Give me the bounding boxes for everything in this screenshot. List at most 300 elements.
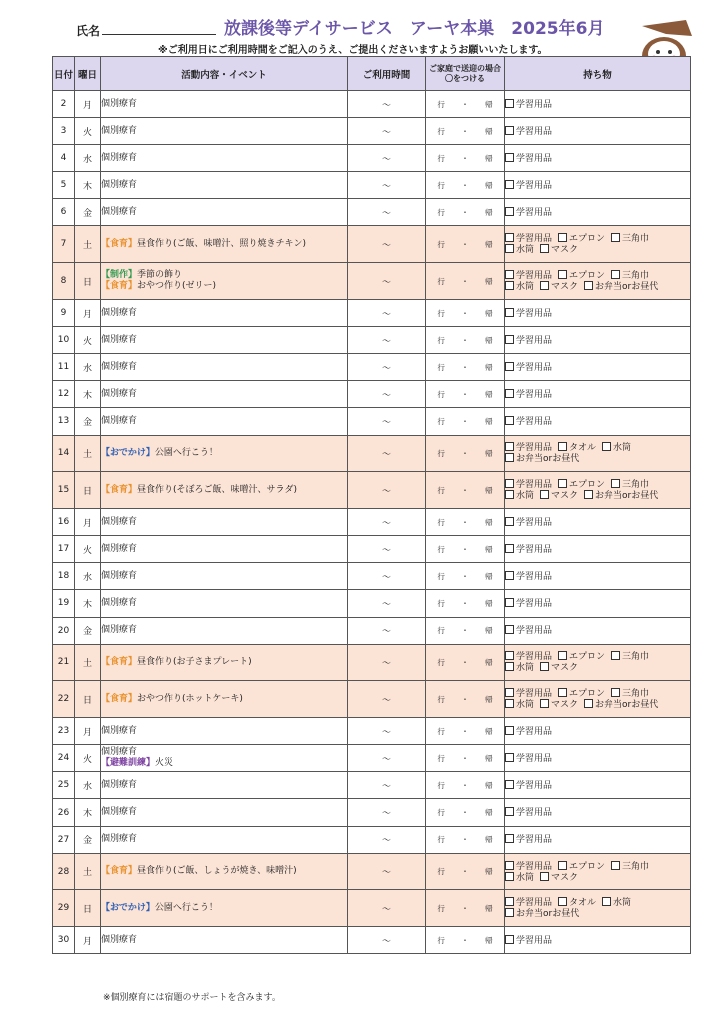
weekday-cell: 土 — [75, 853, 101, 890]
usage-time-cell[interactable]: ～ — [348, 509, 426, 536]
item-entry[interactable] — [558, 480, 605, 490]
checkbox-icon[interactable] — [558, 688, 567, 697]
item-label: 学習用品 — [516, 544, 553, 555]
item-entry[interactable] — [505, 309, 552, 319]
weekday-cell: 火 — [75, 745, 101, 772]
checkbox-icon[interactable] — [558, 861, 567, 870]
item-entry[interactable] — [505, 689, 552, 699]
item-entry[interactable] — [505, 862, 552, 872]
activity-line — [101, 270, 347, 281]
checkbox-icon[interactable] — [505, 872, 514, 881]
checkbox-icon[interactable] — [505, 897, 514, 906]
items-line — [505, 126, 690, 137]
item-entry[interactable] — [505, 154, 552, 164]
item-entry[interactable] — [558, 271, 605, 281]
item-entry[interactable] — [584, 491, 658, 501]
activity-cell — [101, 681, 348, 718]
activity-text: 昼食作り(お子さまプレート) — [137, 656, 252, 667]
table-row — [53, 226, 691, 263]
checkbox-icon[interactable] — [505, 662, 514, 671]
checkbox-icon[interactable] — [584, 490, 593, 499]
item-entry[interactable] — [505, 363, 552, 373]
item-entry[interactable] — [505, 626, 552, 636]
activity-line — [101, 153, 347, 164]
checkbox-icon[interactable] — [584, 281, 593, 290]
items-cell — [505, 826, 691, 853]
checkbox-icon[interactable] — [611, 688, 620, 697]
transport-cell[interactable]: 行 ・ 帰 — [426, 145, 505, 172]
items-cell — [505, 890, 691, 927]
checkbox-icon[interactable] — [558, 233, 567, 242]
item-entry[interactable] — [558, 898, 596, 908]
transport-cell[interactable]: 行 ・ 帰 — [426, 199, 505, 226]
item-entry[interactable] — [505, 208, 552, 218]
transport-cell[interactable]: 行 ・ 帰 — [426, 890, 505, 927]
items-line — [505, 244, 690, 255]
usage-time-cell[interactable]: ～ — [348, 799, 426, 826]
item-label: お弁当orお昼代 — [595, 282, 659, 293]
item-entry[interactable] — [505, 545, 552, 555]
weekday-cell: 月 — [75, 509, 101, 536]
checkbox-icon[interactable] — [505, 362, 514, 371]
transport-cell[interactable]: 行 ・ 帰 — [426, 354, 505, 381]
checkbox-icon[interactable] — [505, 180, 514, 189]
weekday-cell: 火 — [75, 118, 101, 145]
activity-line — [101, 807, 347, 818]
usage-time-cell[interactable]: ～ — [348, 472, 426, 509]
weekday-cell: 日 — [75, 263, 101, 300]
items-cell — [505, 718, 691, 745]
activity-line — [101, 308, 347, 319]
checkbox-icon[interactable] — [505, 807, 514, 816]
items-cell — [505, 435, 691, 472]
item-entry[interactable] — [505, 271, 552, 281]
items-cell — [505, 172, 691, 199]
item-label: 三角巾 — [622, 689, 650, 700]
activity-line — [101, 207, 347, 218]
item-label: 学習用品 — [516, 480, 553, 491]
table-row — [53, 354, 691, 381]
activity-line — [101, 239, 347, 250]
checkbox-icon[interactable] — [505, 688, 514, 697]
checkbox-icon[interactable] — [505, 244, 514, 253]
item-entry[interactable] — [505, 480, 552, 490]
item-label: 水筒 — [613, 898, 632, 909]
item-entry[interactable] — [505, 808, 552, 818]
items-line — [505, 281, 690, 292]
transport-cell[interactable]: 行 ・ 帰 — [426, 536, 505, 563]
usage-time-cell[interactable]: ～ — [348, 590, 426, 617]
item-entry[interactable] — [505, 245, 534, 255]
item-label: マスク — [551, 872, 579, 883]
item-entry[interactable] — [602, 898, 631, 908]
items-cell — [505, 590, 691, 617]
checkbox-icon[interactable] — [558, 651, 567, 660]
table-row — [53, 408, 691, 435]
checkbox-icon[interactable] — [505, 153, 514, 162]
table-row — [53, 199, 691, 226]
activity-line — [101, 517, 347, 528]
footnote: ※個別療育には宿題のサポートを含みます。 — [103, 993, 281, 1003]
item-entry[interactable] — [558, 234, 605, 244]
name-input-line[interactable] — [102, 34, 216, 35]
activity-cell — [101, 772, 348, 799]
table-row — [53, 145, 691, 172]
items-line — [505, 688, 690, 699]
day-cell: 15 — [53, 472, 75, 509]
table-row — [53, 853, 691, 890]
usage-time-cell[interactable]: ～ — [348, 172, 426, 199]
transport-cell[interactable]: 行 ・ 帰 — [426, 381, 505, 408]
item-entry[interactable] — [558, 652, 605, 662]
day-cell: 6 — [53, 199, 75, 226]
day-cell: 24 — [53, 745, 75, 772]
item-label: 水筒 — [613, 443, 632, 454]
checkbox-icon[interactable] — [505, 389, 514, 398]
activity-line — [101, 485, 347, 496]
items-cell — [505, 408, 691, 435]
usage-time-cell[interactable]: ～ — [348, 617, 426, 644]
item-entry[interactable] — [505, 873, 534, 883]
item-entry[interactable] — [611, 234, 649, 244]
usage-time-cell[interactable]: ～ — [348, 300, 426, 327]
activity-text: 個別療育 — [101, 570, 138, 581]
items-line — [505, 598, 690, 609]
checkbox-icon[interactable] — [505, 517, 514, 526]
checkbox-icon[interactable] — [505, 935, 514, 944]
transport-cell[interactable]: 行 ・ 帰 — [426, 927, 505, 954]
item-entry[interactable] — [540, 700, 578, 710]
checkbox-icon[interactable] — [611, 233, 620, 242]
items-line — [505, 753, 690, 764]
items-line — [505, 362, 690, 373]
item-entry[interactable] — [505, 443, 552, 453]
activity-cell — [101, 381, 348, 408]
usage-time-cell[interactable]: ～ — [348, 644, 426, 681]
item-entry[interactable] — [540, 663, 578, 673]
transport-cell[interactable]: 行 ・ 帰 — [426, 644, 505, 681]
usage-time-cell[interactable]: ～ — [348, 927, 426, 954]
weekday-cell: 日 — [75, 472, 101, 509]
checkbox-icon[interactable] — [505, 834, 514, 843]
checkbox-icon[interactable] — [505, 335, 514, 344]
usage-time-cell[interactable]: ～ — [348, 745, 426, 772]
weekday-cell: 木 — [75, 172, 101, 199]
item-entry[interactable] — [602, 443, 631, 453]
transport-cell[interactable]: 行 ・ 帰 — [426, 118, 505, 145]
usage-time-cell[interactable]: ～ — [348, 718, 426, 745]
checkbox-icon[interactable] — [540, 872, 549, 881]
item-entry[interactable] — [505, 835, 552, 845]
activity-text: 個別療育 — [101, 725, 138, 736]
transport-cell[interactable]: 行 ・ 帰 — [426, 853, 505, 890]
item-label: 学習用品 — [516, 808, 553, 819]
checkbox-icon[interactable] — [505, 861, 514, 870]
checkbox-icon[interactable] — [505, 780, 514, 789]
weekday-cell: 火 — [75, 536, 101, 563]
activity-line — [101, 625, 347, 636]
activity-cell — [101, 826, 348, 853]
transport-cell[interactable]: 行 ・ 帰 — [426, 799, 505, 826]
items-line — [505, 389, 690, 400]
checkbox-icon[interactable] — [505, 270, 514, 279]
item-label: エプロン — [569, 689, 606, 700]
item-entry[interactable] — [540, 282, 578, 292]
transport-cell[interactable]: 行 ・ 帰 — [426, 681, 505, 718]
weekday-cell: 木 — [75, 590, 101, 617]
item-entry[interactable] — [558, 443, 596, 453]
activity-line — [101, 416, 347, 427]
checkbox-icon[interactable] — [611, 861, 620, 870]
item-entry[interactable] — [611, 862, 649, 872]
checkbox-icon[interactable] — [505, 126, 514, 135]
items-line — [505, 479, 690, 490]
transport-cell[interactable]: 行 ・ 帰 — [426, 172, 505, 199]
item-entry[interactable] — [505, 936, 552, 946]
weekday-cell: 月 — [75, 300, 101, 327]
usage-time-cell[interactable]: ～ — [348, 890, 426, 927]
weekday-cell: 月 — [75, 91, 101, 118]
transport-cell[interactable]: 行 ・ 帰 — [426, 590, 505, 617]
usage-time-cell[interactable]: ～ — [348, 435, 426, 472]
weekday-cell: 土 — [75, 226, 101, 263]
checkbox-icon[interactable] — [540, 490, 549, 499]
item-entry[interactable] — [505, 282, 534, 292]
item-label: 学習用品 — [516, 234, 553, 245]
day-cell: 13 — [53, 408, 75, 435]
item-entry[interactable] — [584, 282, 658, 292]
checkbox-icon[interactable] — [540, 662, 549, 671]
item-entry[interactable] — [505, 491, 534, 501]
checkbox-icon[interactable] — [505, 571, 514, 580]
weekday-cell: 水 — [75, 772, 101, 799]
item-label: 学習用品 — [516, 753, 553, 764]
usage-time-cell[interactable]: ～ — [348, 681, 426, 718]
transport-cell[interactable]: 行 ・ 帰 — [426, 91, 505, 118]
checkbox-icon[interactable] — [505, 753, 514, 762]
transport-cell[interactable]: 行 ・ 帰 — [426, 408, 505, 435]
usage-time-cell[interactable]: ～ — [348, 91, 426, 118]
weekday-cell: 木 — [75, 799, 101, 826]
item-entry[interactable] — [611, 689, 649, 699]
transport-cell[interactable]: 行 ・ 帰 — [426, 435, 505, 472]
day-cell: 14 — [53, 435, 75, 472]
checkbox-icon[interactable] — [540, 244, 549, 253]
activity-line — [101, 126, 347, 137]
items-cell — [505, 644, 691, 681]
checkbox-icon[interactable] — [602, 442, 611, 451]
usage-time-cell[interactable]: ～ — [348, 536, 426, 563]
usage-time-cell[interactable]: ～ — [348, 772, 426, 799]
item-entry[interactable] — [505, 100, 552, 110]
item-entry[interactable] — [540, 491, 578, 501]
item-entry[interactable] — [505, 572, 552, 582]
checkbox-icon[interactable] — [611, 270, 620, 279]
checkbox-icon[interactable] — [505, 726, 514, 735]
items-cell — [505, 145, 691, 172]
usage-time-cell[interactable]: ～ — [348, 826, 426, 853]
checkbox-icon[interactable] — [505, 908, 514, 917]
activity-cell — [101, 327, 348, 354]
checkbox-icon[interactable] — [505, 544, 514, 553]
transport-cell[interactable]: 行 ・ 帰 — [426, 327, 505, 354]
weekday-cell: 水 — [75, 145, 101, 172]
item-entry[interactable] — [505, 727, 552, 737]
checkbox-icon[interactable] — [505, 308, 514, 317]
item-entry[interactable] — [540, 873, 578, 883]
usage-time-cell[interactable]: ～ — [348, 354, 426, 381]
item-label: タオル — [569, 898, 597, 909]
table-row — [53, 381, 691, 408]
item-entry[interactable] — [505, 390, 552, 400]
weekday-cell: 木 — [75, 381, 101, 408]
activity-tag: 【食育】 — [101, 656, 138, 667]
transport-cell[interactable]: 行 ・ 帰 — [426, 472, 505, 509]
items-cell — [505, 853, 691, 890]
item-entry[interactable] — [505, 700, 534, 710]
weekday-cell: 水 — [75, 563, 101, 590]
activity-text: 公園へ行こう！ — [154, 902, 218, 913]
item-entry[interactable] — [505, 652, 552, 662]
checkbox-icon[interactable] — [540, 699, 549, 708]
item-entry[interactable] — [505, 127, 552, 137]
usage-time-cell[interactable]: ～ — [348, 263, 426, 300]
activity-cell — [101, 226, 348, 263]
usage-time-cell[interactable]: ～ — [348, 118, 426, 145]
item-entry[interactable] — [505, 417, 552, 427]
checkbox-icon[interactable] — [558, 270, 567, 279]
transport-cell[interactable]: 行 ・ 帰 — [426, 263, 505, 300]
checkbox-icon[interactable] — [505, 99, 514, 108]
activity-line — [101, 571, 347, 582]
transport-cell[interactable]: 行 ・ 帰 — [426, 772, 505, 799]
transport-cell[interactable]: 行 ・ 帰 — [426, 745, 505, 772]
activity-cell — [101, 536, 348, 563]
item-label: お弁当orお昼代 — [595, 700, 659, 711]
item-entry[interactable] — [505, 234, 552, 244]
item-entry[interactable] — [611, 271, 649, 281]
activity-cell — [101, 745, 348, 772]
usage-time-cell[interactable]: ～ — [348, 226, 426, 263]
weekday-cell: 金 — [75, 826, 101, 853]
day-cell: 7 — [53, 226, 75, 263]
weekday-cell: 金 — [75, 408, 101, 435]
checkbox-icon[interactable] — [505, 281, 514, 290]
table-row — [53, 327, 691, 354]
usage-time-cell[interactable]: ～ — [348, 145, 426, 172]
transport-cell[interactable]: 行 ・ 帰 — [426, 300, 505, 327]
activity-text: 個別療育 — [101, 834, 138, 845]
item-entry[interactable] — [505, 909, 579, 919]
transport-cell[interactable]: 行 ・ 帰 — [426, 826, 505, 853]
checkbox-icon[interactable] — [505, 207, 514, 216]
checkbox-icon[interactable] — [611, 651, 620, 660]
checkbox-icon[interactable] — [558, 479, 567, 488]
item-label: 学習用品 — [516, 861, 553, 872]
items-line — [505, 897, 690, 908]
day-cell: 9 — [53, 300, 75, 327]
transport-cell[interactable]: 行 ・ 帰 — [426, 563, 505, 590]
transport-cell[interactable]: 行 ・ 帰 — [426, 509, 505, 536]
item-entry[interactable] — [505, 454, 579, 464]
items-line — [505, 544, 690, 555]
items-line — [505, 233, 690, 244]
usage-time-cell[interactable]: ～ — [348, 853, 426, 890]
checkbox-icon[interactable] — [505, 479, 514, 488]
checkbox-icon[interactable] — [611, 479, 620, 488]
activity-line — [101, 362, 347, 373]
day-cell: 10 — [53, 327, 75, 354]
item-entry[interactable] — [584, 700, 658, 710]
item-entry[interactable] — [505, 181, 552, 191]
checkbox-icon[interactable] — [558, 897, 567, 906]
checkbox-icon[interactable] — [505, 442, 514, 451]
item-entry[interactable] — [540, 245, 578, 255]
checkbox-icon[interactable] — [505, 490, 514, 499]
item-entry[interactable] — [611, 480, 649, 490]
day-cell: 23 — [53, 718, 75, 745]
usage-time-cell[interactable]: ～ — [348, 199, 426, 226]
checkbox-icon[interactable] — [505, 233, 514, 242]
checkbox-icon[interactable] — [540, 281, 549, 290]
checkbox-icon[interactable] — [505, 625, 514, 634]
checkbox-icon[interactable] — [505, 699, 514, 708]
activity-text: 個別療育 — [101, 807, 138, 818]
activity-text: 個別療育 — [101, 747, 138, 758]
usage-time-cell[interactable]: ～ — [348, 563, 426, 590]
activity-cell — [101, 118, 348, 145]
item-entry[interactable] — [505, 336, 552, 346]
checkbox-icon[interactable] — [505, 453, 514, 462]
usage-time-cell[interactable]: ～ — [348, 327, 426, 354]
items-line — [505, 780, 690, 791]
transport-cell[interactable]: 行 ・ 帰 — [426, 226, 505, 263]
table-row — [53, 799, 691, 826]
item-entry[interactable] — [505, 599, 552, 609]
activity-tag: 【食育】 — [101, 484, 138, 495]
item-entry[interactable] — [505, 518, 552, 528]
table-row — [53, 536, 691, 563]
item-entry[interactable] — [611, 652, 649, 662]
transport-cell[interactable]: 行 ・ 帰 — [426, 617, 505, 644]
items-cell — [505, 263, 691, 300]
item-entry[interactable] — [558, 689, 605, 699]
activity-text: 個別療育 — [101, 98, 138, 109]
checkbox-icon[interactable] — [505, 598, 514, 607]
items-cell — [505, 617, 691, 644]
transport-cell[interactable]: 行 ・ 帰 — [426, 718, 505, 745]
item-entry[interactable] — [505, 754, 552, 764]
activity-cell — [101, 300, 348, 327]
item-entry[interactable] — [505, 781, 552, 791]
checkbox-icon[interactable] — [558, 442, 567, 451]
items-line — [505, 625, 690, 636]
item-entry[interactable] — [558, 862, 605, 872]
checkbox-icon[interactable] — [584, 699, 593, 708]
header-items: 持ち物 — [505, 57, 691, 91]
items-cell — [505, 327, 691, 354]
checkbox-icon[interactable] — [602, 897, 611, 906]
checkbox-icon[interactable] — [505, 651, 514, 660]
item-entry[interactable] — [505, 663, 534, 673]
item-label: 学習用品 — [516, 389, 553, 400]
item-entry[interactable] — [505, 898, 552, 908]
usage-time-cell[interactable]: ～ — [348, 381, 426, 408]
item-label: エプロン — [569, 652, 606, 663]
checkbox-icon[interactable] — [505, 416, 514, 425]
usage-time-cell[interactable]: ～ — [348, 408, 426, 435]
items-cell — [505, 91, 691, 118]
